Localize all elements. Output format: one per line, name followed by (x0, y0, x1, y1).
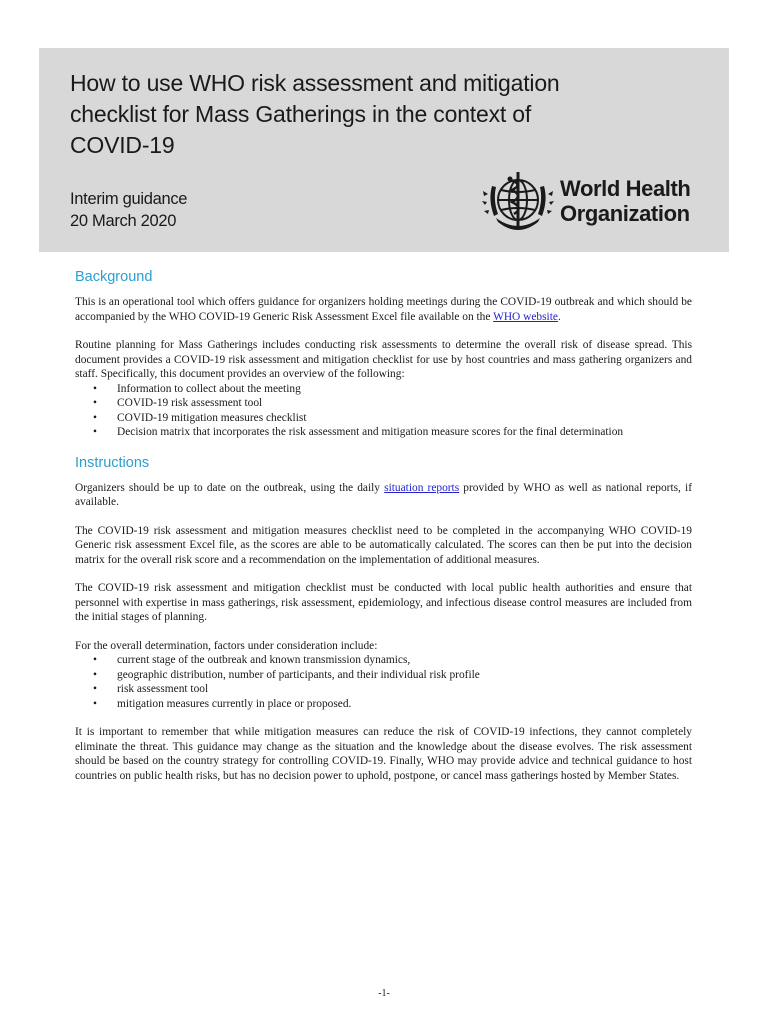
document-header (39, 48, 729, 252)
instructions-section (75, 454, 692, 784)
instructions-paragraph-5: It is important to remember that while mitigation measures can reduce the risk of COVID-19 infections, they cannot completely eliminate the threat. This guidance may change as the situation and the knowledge about the disease evolves. The risk assessment should be based on the country strategy for controlling COVID-19. Finally, WHO may provide advice and technical guidance to host countries on public health risks, but has no decision power to uphold, postpone, or cancel mass gatherings hosted by Member States. (75, 726, 692, 782)
list-item: • Decision matrix that incorporates the risk assessment and mitigation measure scores for the final determination (117, 425, 692, 440)
background-section (75, 268, 692, 440)
background-list (75, 382, 692, 440)
list-item: • COVID-19 mitigation measures checklist (117, 411, 692, 426)
guidance-type: Interim guidance (70, 190, 188, 208)
background-paragraph-2: Routine planning for Mass Gatherings includes conducting risk assessments to determine the overall risk of disease spread. This document provides a COVID-19 risk assessment and mitigation checklist for use by host countries and mass gathering organizers and staff. Specifically, this document provides an overview of the following: (75, 339, 692, 380)
who-wordmark (560, 176, 690, 226)
page-number: -1- (378, 988, 390, 999)
who-wordmark-line2: Organization (560, 201, 690, 226)
list-item: • risk assessment tool (117, 682, 692, 697)
instructions-paragraph-3: The COVID-19 risk assessment and mitigation checklist must be conducted with local public health authorities and ensure that personnel with expertise in mass gatherings, risk assessment, epidemiology, and infectious disease control measures are included from the initial stages of planning. (75, 582, 692, 623)
instructions-paragraph-2: The COVID-19 risk assessment and mitigation measures checklist need to be completed in the accompanying WHO COVID-19 Generic risk assessment Excel file, as the scores are able to be automatically calculated. The scores can then be put into the decision matrix for the overall risk score and a recommendation on the implementation of additional measures. (75, 524, 692, 566)
list-item: • mitigation measures currently in place or proposed. (117, 697, 692, 712)
document-body (75, 268, 692, 797)
instructions-heading: Instructions (75, 454, 150, 471)
background-paragraph-1: This is an operational tool which offers guidance for organizers holding meetings during the COVID-19 outbreak and which should be accompanied by the WHO COVID-19 Generic Risk Assessment Excel file available on the WHO website. (75, 296, 692, 323)
list-item: • COVID-19 risk assessment tool (117, 396, 692, 411)
list-item: • current stage of the outbreak and known transmission dynamics, (117, 653, 692, 668)
who-website-link[interactable]: WHO website (493, 310, 558, 323)
publication-date: 20 March 2020 (70, 212, 177, 230)
document-subtitle (70, 188, 187, 232)
list-item: • Information to collect about the meeting (117, 382, 692, 397)
background-heading: Background (75, 269, 153, 285)
who-logo (480, 166, 720, 238)
instructions-paragraph-4: For the overall determination, factors under consideration include: (75, 639, 378, 652)
situation-reports-link[interactable]: situation reports (384, 481, 460, 494)
who-emblem-icon (480, 166, 556, 238)
factors-list (75, 653, 692, 711)
instructions-paragraph-1: Organizers should be up to date on the outbreak, using the daily situation reports provided by WHO as well as national reports, if available. (75, 481, 693, 508)
list-item: • geographic distribution, number of participants, and their individual risk profile (117, 668, 692, 683)
document-title: How to use WHO risk assessment and mitigation checklist for Mass Gatherings in the context of COVID-19 (70, 70, 560, 158)
who-wordmark-line1: World Health (560, 176, 691, 201)
